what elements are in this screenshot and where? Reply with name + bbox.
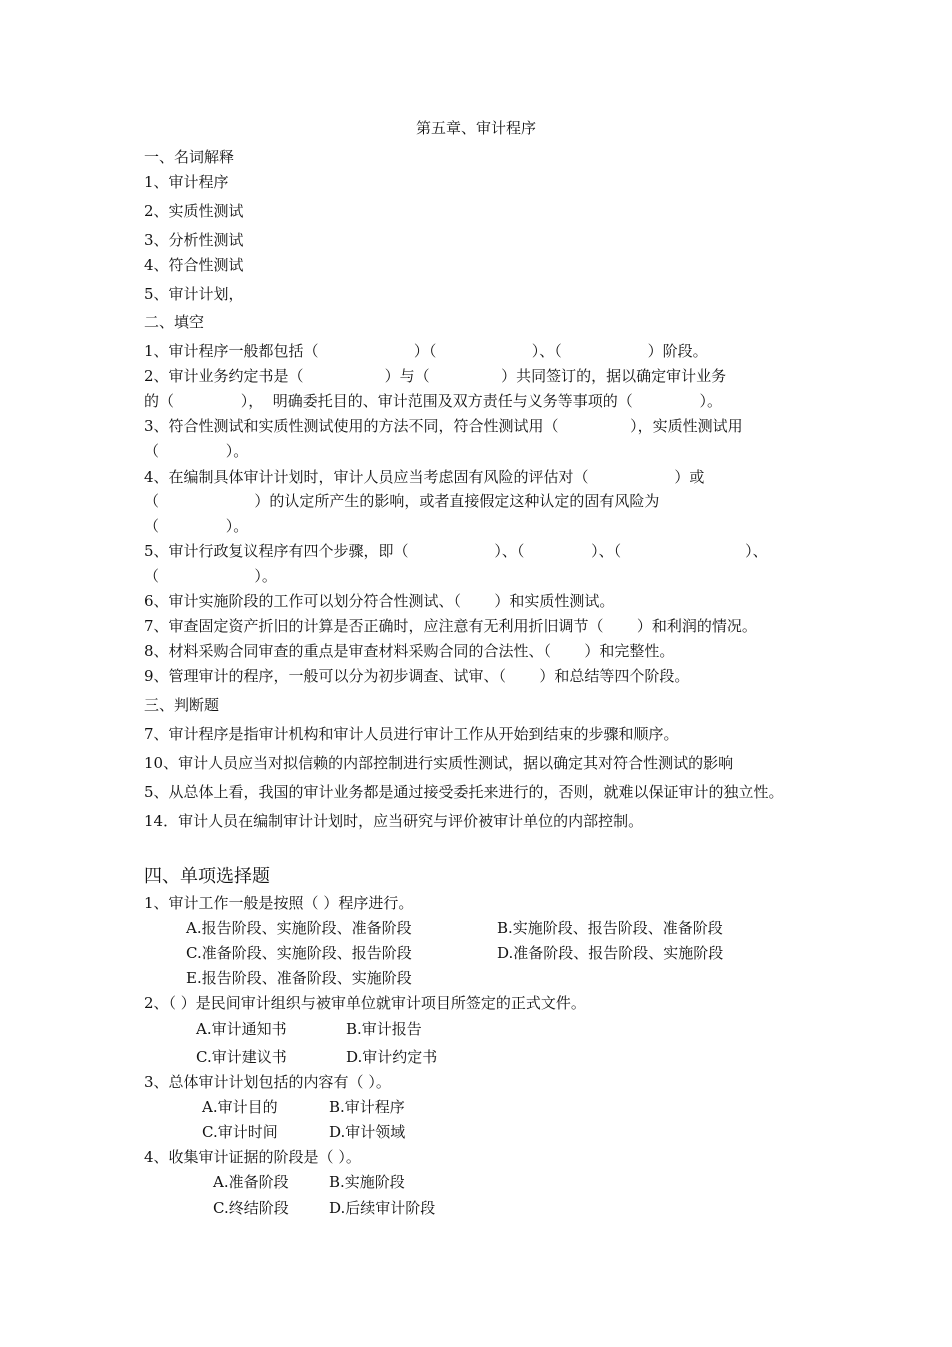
term-item: 3、分析性测试 <box>144 231 244 249</box>
fill-blank-line: 1、审计程序一般都包括（ ）（ ）、（ ）阶段。 <box>144 342 708 360</box>
choice-option: D.准备阶段、报告阶段、实施阶段 <box>497 944 724 962</box>
question-stem: 4、收集审计证据的阶段是（ ）。 <box>144 1148 361 1166</box>
page-title: 第五章、审计程序 <box>415 119 536 137</box>
term-item: 5、审计计划， <box>144 285 244 303</box>
question-stem: 3、总体审计计划包括的内容有（ ）。 <box>144 1073 391 1091</box>
fill-blank-line: 7、审查固定资产折旧的计算是否正确时，应注意有无利用折旧调节（ ）和利润的情况。 <box>144 617 757 635</box>
term-item: 1、审计程序 <box>144 173 229 191</box>
fill-blank-line: （ ）的认定所产生的影响，或者直接假定这种认定的固有风险为 <box>144 492 660 510</box>
choice-option: C.审计建议书 <box>196 1048 287 1066</box>
choice-option: D.审计领域 <box>329 1123 406 1141</box>
true-false-item: 14．审计人员在编制审计计划时，应当研究与评价被审计单位的内部控制。 <box>144 812 644 830</box>
fill-blank-line: 6、审计实施阶段的工作可以划分符合性测试、（ ）和实质性测试。 <box>144 592 615 610</box>
choice-option: A.审计目的 <box>202 1098 278 1116</box>
term-item: 4、符合性测试 <box>144 256 244 274</box>
choice-option: A.准备阶段 <box>213 1173 289 1191</box>
choice-option: A.审计通知书 <box>196 1020 287 1038</box>
choice-option: C.准备阶段、实施阶段、报告阶段 <box>186 944 412 962</box>
true-false-item: 5、从总体上看，我国的审计业务都是通过接受委托来进行的，否则，就难以保证审计的独立性。 <box>144 783 784 801</box>
question-stem: 2、（ ）是民间审计组织与被审单位就审计项目所签定的正式文件。 <box>144 994 586 1012</box>
choice-option: B.实施阶段 <box>329 1173 405 1191</box>
fill-blank-line: 的（ ）， 明确委托目的、审计范围及双方责任与义务等事项的（ ）。 <box>144 392 723 410</box>
fill-blank-line: 3、符合性测试和实质性测试使用的方法不同，符合性测试用（ ），实质性测试用 <box>144 417 743 435</box>
fill-blank-line: 4、在编制具体审计计划时，审计人员应当考虑固有风险的评估对（ ）或 <box>144 468 705 486</box>
choice-option: B.实施阶段、报告阶段、准备阶段 <box>497 919 723 937</box>
fill-blank-line: 5、审计行政复议程序有四个步骤，即（ ）、（ ）、（ ）、 <box>144 542 768 560</box>
fill-blank-line: （ ）。 <box>144 517 249 535</box>
choice-option: D.审计约定书 <box>346 1048 438 1066</box>
fill-blank-line: 2、审计业务约定书是（ ）与（ ）共同签订的，据以确定审计业务 <box>144 367 727 385</box>
fill-blank-line: （ ）。 <box>144 442 249 460</box>
fill-blank-line: 9、管理审计的程序，一般可以分为初步调查、试审、（ ）和总结等四个阶段。 <box>144 667 690 685</box>
choice-option: C.审计时间 <box>202 1123 278 1141</box>
choice-option: C.终结阶段 <box>213 1199 289 1217</box>
term-item: 2、实质性测试 <box>144 202 244 220</box>
choice-option: A.报告阶段、实施阶段、准备阶段 <box>186 919 412 937</box>
question-stem: 1、审计工作一般是按照（ ）程序进行。 <box>144 894 414 912</box>
choice-option: B.审计程序 <box>329 1098 405 1116</box>
choice-option: E.报告阶段、准备阶段、实施阶段 <box>186 969 412 987</box>
fill-blank-line: 8、材料采购合同审查的重点是审查材料采购合同的合法性、（ ）和完整性。 <box>144 642 675 660</box>
section-heading-true-false: 三、判断题 <box>144 696 220 714</box>
choice-option: D.后续审计阶段 <box>329 1199 436 1217</box>
section-heading-terms: 一、名词解释 <box>144 148 235 166</box>
true-false-item: 10、审计人员应当对拟信赖的内部控制进行实质性测试，据以确定其对符合性测试的影响 <box>144 754 734 772</box>
true-false-item: 7、审计程序是指审计机构和审计人员进行审计工作从开始到结束的步骤和顺序。 <box>144 725 679 743</box>
fill-blank-line: （ ）。 <box>144 567 277 585</box>
choice-option: B.审计报告 <box>346 1020 422 1038</box>
section-heading-fill-blank: 二、填空 <box>144 313 205 331</box>
section-heading-single-choice: 四、单项选择题 <box>144 866 270 887</box>
